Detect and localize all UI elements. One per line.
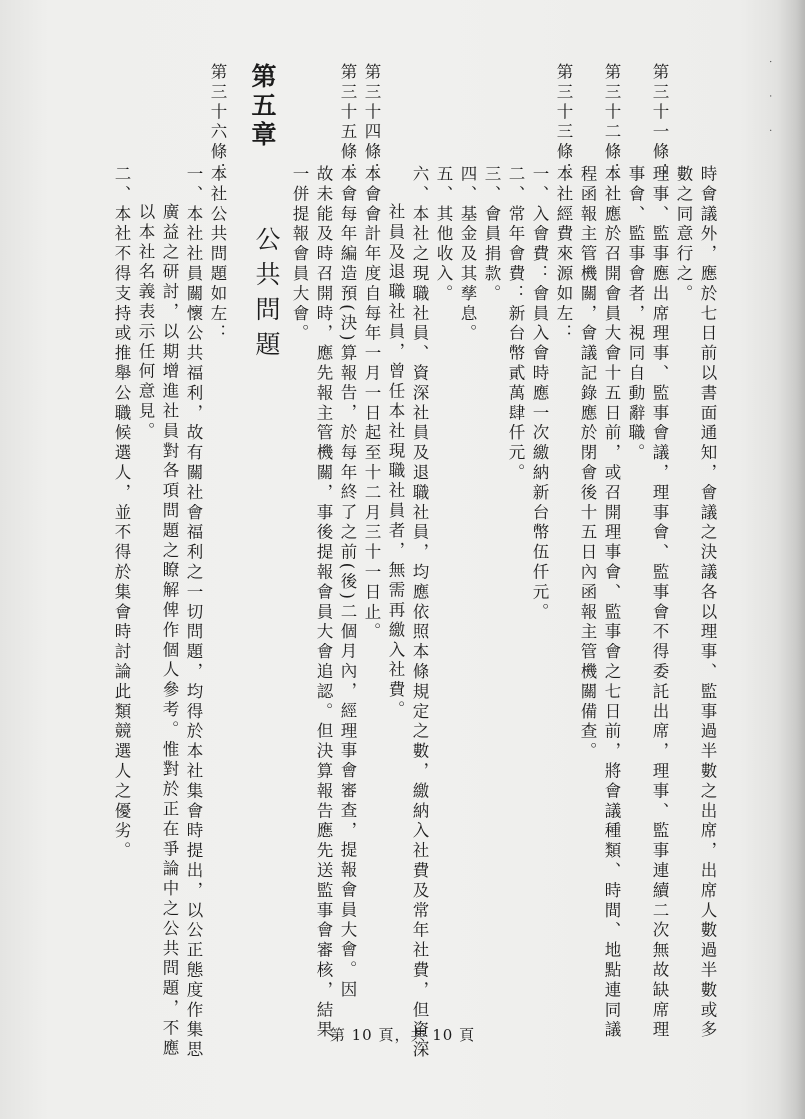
art33-item-5: 五、其他收入。 xyxy=(434,165,453,305)
art31-line-1: 理事、監事應出席理事、監事會議，理事會、監事會不得委託出席，理事、監事連續二次無故缺席理 xyxy=(650,165,669,1041)
art31-line-2: 事會、監事會者，視同自動辭職。 xyxy=(626,165,645,464)
art33-item-2: 二、常年會費：新台幣貳萬肆仟元。 xyxy=(506,165,525,484)
art33-item-4: 四、基金及其孳息。 xyxy=(458,165,477,345)
art33-label: 第三十三條： xyxy=(554,63,573,183)
chapter-title: 公共問題 xyxy=(252,226,281,366)
art33-line: 本社經費來源如左： xyxy=(554,165,573,345)
chapter-label: 第五章 xyxy=(248,63,277,150)
art35-line-3: 一併提報會員大會。 xyxy=(290,165,309,345)
art35-line-1: 本會每年編造預(決)算報告，於每年終了之前(後)二個月內，經理事會審查，提報會員大會。因 xyxy=(338,165,357,1001)
art36-item-2: 二、本社不得支持或推舉公職候選人，並不得於集會時討論此類競選人之優劣。 xyxy=(112,165,131,862)
art35-line-2: 故未能及時召開時，應先報主管機關，事後提報會員大會追認。但決算報告應先送監事會審核，結果 xyxy=(314,165,333,1041)
art32-label: 第三十二條： xyxy=(602,63,621,183)
art33-item-6-line-2: 社員及退職社員，曾任本社現職社員者，無需再繳入社費。 xyxy=(386,203,405,721)
art32-line-2: 程函報主管機關，會議記錄應於閉會後十五日內函報主管機關備查。 xyxy=(578,165,597,762)
art32-line-1: 本社應於召開會員大會十五日前，或召開理事會、監事會之七日前，將會議種類、時間、地點連同議 xyxy=(602,165,621,1041)
art33-item-6-line-1: 六、本社之現職社員、資深社員及退職社員，均應依照本條規定之數，繳納入社費及常年社費，但資深 xyxy=(410,165,429,1061)
page-number-footer: 第 10 頁，共 10 頁 xyxy=(329,1026,476,1044)
art36-item-1-line-1: 一、本社社員關懷公共福利，故有關社會福利之一切問題，均得於本社集會時提出，以公正態度作集思 xyxy=(184,165,203,1061)
scan-edge-shadow xyxy=(777,0,805,1119)
art31-label: 第三十一條： xyxy=(650,63,669,183)
art33-item-3: 三、會員捐款。 xyxy=(482,165,501,305)
art36-line: 本社公共問題如左： xyxy=(208,165,227,345)
art33-item-1: 一、入會費：會員入會時應一次繳納新台幣伍仟元。 xyxy=(530,165,549,623)
art36-item-1-line-3: 以本社名義表示任何意見。 xyxy=(136,203,155,442)
art34-label: 第三十四條： xyxy=(362,63,381,183)
art31-cont-line-2: 數之同意行之。 xyxy=(674,165,693,305)
art35-label: 第三十五條： xyxy=(338,63,357,183)
scan-artifact-marks: · · · xyxy=(764,60,775,146)
art36-label: 第三十六條： xyxy=(208,63,227,183)
art34-line: 本會會計年度自每年一月一日起至十二月三十一日止。 xyxy=(362,165,381,643)
art31-cont-line-1: 時會議外，應於七日前以書面通知，會議之決議各以理事、監事過半數之出席，出席人數過半數或多 xyxy=(698,165,717,1041)
art36-item-1-line-2: 廣益之研討，以期增進社員對各項問題之瞭解俾作個人參考。惟對於正在爭論中之公共問題，不應 xyxy=(160,203,179,1059)
